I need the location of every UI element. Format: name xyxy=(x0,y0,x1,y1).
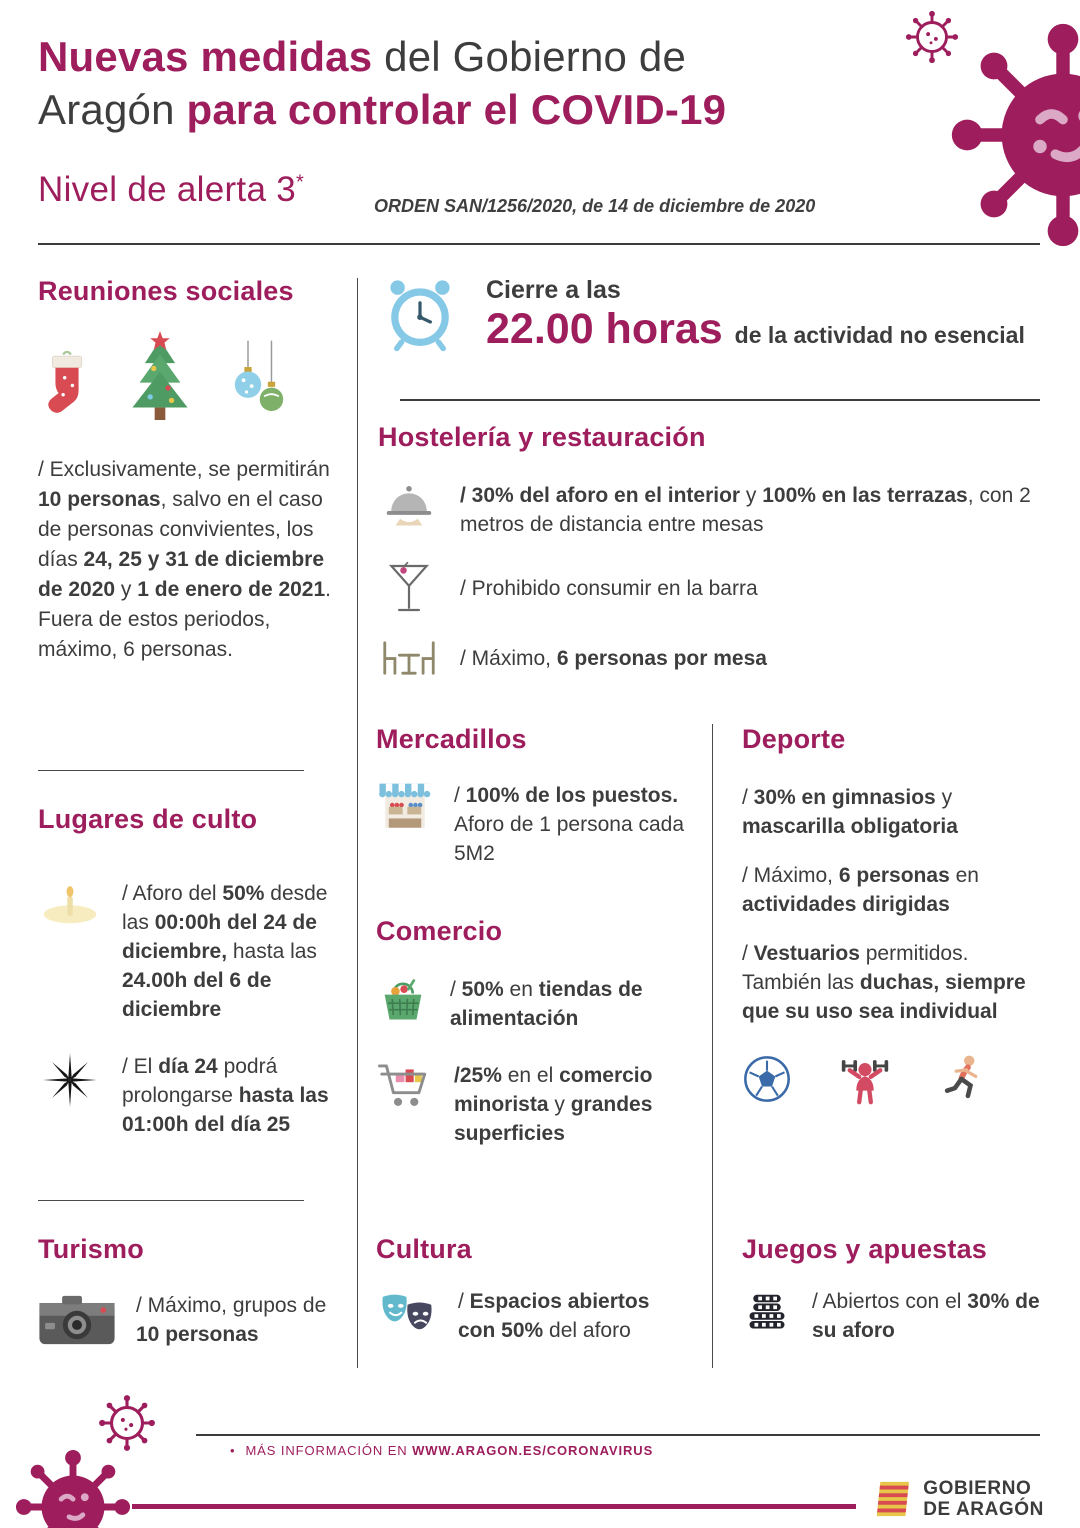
rule-item xyxy=(38,879,338,1024)
footer-info-text: MÁS INFORMACIÓN EN xyxy=(245,1443,413,1458)
rule-item xyxy=(376,781,690,868)
rule-text: / Abiertos con el 30% de su aforo xyxy=(812,1290,1040,1342)
cocktail-icon xyxy=(378,559,440,617)
section-title-cultura: Cultura xyxy=(376,1234,472,1264)
header-divider xyxy=(38,243,1040,245)
section-lugares-de-culto xyxy=(38,804,338,1139)
footer-info xyxy=(230,1443,653,1458)
christmas-stocking-icon xyxy=(40,345,94,429)
section-deporte xyxy=(742,724,1040,1108)
soccer-ball-icon xyxy=(742,1054,792,1104)
rule-text: / Vestuarios permitidos. También las duchas, siempre que su uso sea individual xyxy=(742,942,1026,1023)
rule-item xyxy=(38,1052,338,1139)
section-reuniones-sociales xyxy=(38,276,336,665)
cierre-time: 22.00 horas xyxy=(486,305,723,353)
weightlifter-icon xyxy=(836,1050,894,1108)
rule-text: / Máximo, 6 personas en actividades dirigidas xyxy=(742,864,979,916)
section-title-hosteleria: Hostelería y restauración xyxy=(378,422,706,452)
gov-line-2: DE ARAGÓN xyxy=(923,1499,1044,1520)
order-reference: ORDEN SAN/1256/2020, de 14 de diciembre de 2020 xyxy=(374,196,816,216)
cierre-text xyxy=(486,274,1025,353)
candle-icon xyxy=(38,879,102,929)
rule-text: /25% en el comercio minorista y grandes superficies xyxy=(454,1064,653,1145)
section-title-reuniones: Reuniones sociales xyxy=(38,276,294,306)
section-title-juegos: Juegos y apuestas xyxy=(742,1234,988,1264)
divider xyxy=(38,770,304,771)
rule-text: / El día 24 podrá prolongarse hasta las 01:00h del día 25 xyxy=(122,1055,329,1136)
section-title-turismo: Turismo xyxy=(38,1234,144,1264)
section-cierre xyxy=(380,274,1040,354)
footer-divider xyxy=(196,1434,1040,1436)
section-title-mercadillos: Mercadillos xyxy=(376,724,527,754)
rule-text-reuniones: / Exclusivamente, se permitirán 10 personas, salvo en el caso de personas convivientes, los días 24, 25 y 31 de diciembre de 2020 y 1 de enero de 2021. Fuera de estos periodos, máximo, 6 personas. xyxy=(38,458,332,661)
section-title-comercio: Comercio xyxy=(376,916,503,946)
rule-text: / 30% del aforo en el interior y 100% en las terrazas, con 2 metros de distancia entre mesas xyxy=(460,484,1031,536)
market-stall-icon xyxy=(376,781,434,835)
rule-item xyxy=(376,975,690,1033)
footer-bullet: • xyxy=(230,1443,236,1458)
christmas-icons-row xyxy=(40,327,336,429)
table-chairs-icon xyxy=(378,637,440,679)
title-line-2: Aragón para controlar el COVID-19 xyxy=(38,86,727,133)
rule-item xyxy=(378,481,1040,539)
section-cultura xyxy=(376,1234,690,1345)
rule-text: / 100% de los puestos. Aforo de 1 persona cada 5M2 xyxy=(454,784,684,865)
page-title xyxy=(38,30,888,136)
rule-text: / Máximo, grupos de 10 personas xyxy=(136,1294,327,1346)
section-hosteleria xyxy=(378,422,1040,699)
virus-solid-icon xyxy=(948,20,1080,255)
rule-text: / Aforo del 50% desde las 00:00h del 24 de diciembre, hasta las 24.00h del 6 de diciembre xyxy=(122,882,328,1021)
ornaments-icon xyxy=(226,333,292,429)
section-turismo xyxy=(38,1234,338,1349)
alert-footnote-mark: * xyxy=(296,171,305,194)
gov-line-1: GOBIERNO xyxy=(923,1478,1032,1499)
column-divider xyxy=(712,724,713,1368)
section-juegos-apuestas xyxy=(742,1234,1040,1345)
alert-level xyxy=(38,170,304,210)
aragon-flag-icon xyxy=(871,1479,913,1519)
rule-text: / Máximo, 6 personas por mesa xyxy=(460,646,767,670)
gobierno-aragon-text xyxy=(923,1478,1044,1520)
rule-item xyxy=(378,637,1040,679)
virus-solid-icon xyxy=(14,1448,132,1528)
cierre-scope: de la actividad no esencial xyxy=(734,322,1025,348)
footer-info-url[interactable]: WWW.ARAGON.ES/CORONAVIRUS xyxy=(412,1443,654,1458)
shopping-cart-icon xyxy=(376,1061,434,1115)
cierre-line xyxy=(486,305,1025,353)
rule-item xyxy=(38,1291,338,1349)
poker-chips-icon xyxy=(742,1293,792,1339)
alert-level-text: Nivel de alerta 3 xyxy=(38,170,297,209)
section-title-deporte: Deporte xyxy=(742,724,846,754)
rule-text: / 30% en gimnasios y mascarilla obligatoria xyxy=(742,786,958,838)
section-mercadillos xyxy=(376,724,690,868)
grocery-basket-icon xyxy=(376,975,430,1025)
theater-masks-icon xyxy=(376,1292,438,1340)
runner-icon xyxy=(938,1053,990,1105)
bottom-accent-bar xyxy=(132,1504,856,1509)
rule-text: / Prohibido consumir en la barra xyxy=(460,576,758,600)
star-icon xyxy=(38,1052,102,1108)
cierre-intro: Cierre a las xyxy=(486,276,621,304)
serving-dish-icon xyxy=(378,481,440,531)
rule-item xyxy=(376,1287,690,1345)
column-divider xyxy=(357,278,358,1368)
section-title-culto: Lugares de culto xyxy=(38,804,258,834)
sports-icons-row xyxy=(742,1050,1040,1108)
christmas-tree-icon xyxy=(120,331,200,429)
rule-item xyxy=(376,1061,690,1148)
alarm-clock-icon xyxy=(380,274,460,354)
rule-text: / Espacios abiertos con 50% del aforo xyxy=(458,1290,650,1342)
divider xyxy=(38,1200,304,1201)
rule-item xyxy=(742,1287,1040,1345)
title-line-1: Nuevas medidas del Gobierno de xyxy=(38,33,687,80)
gobierno-aragon-logo xyxy=(871,1478,1044,1520)
rule-item xyxy=(378,559,1040,617)
camera-icon xyxy=(38,1291,116,1349)
section-divider xyxy=(400,399,1040,401)
section-comercio xyxy=(376,916,690,1148)
rule-text: / 50% en tiendas de alimentación xyxy=(450,978,643,1030)
